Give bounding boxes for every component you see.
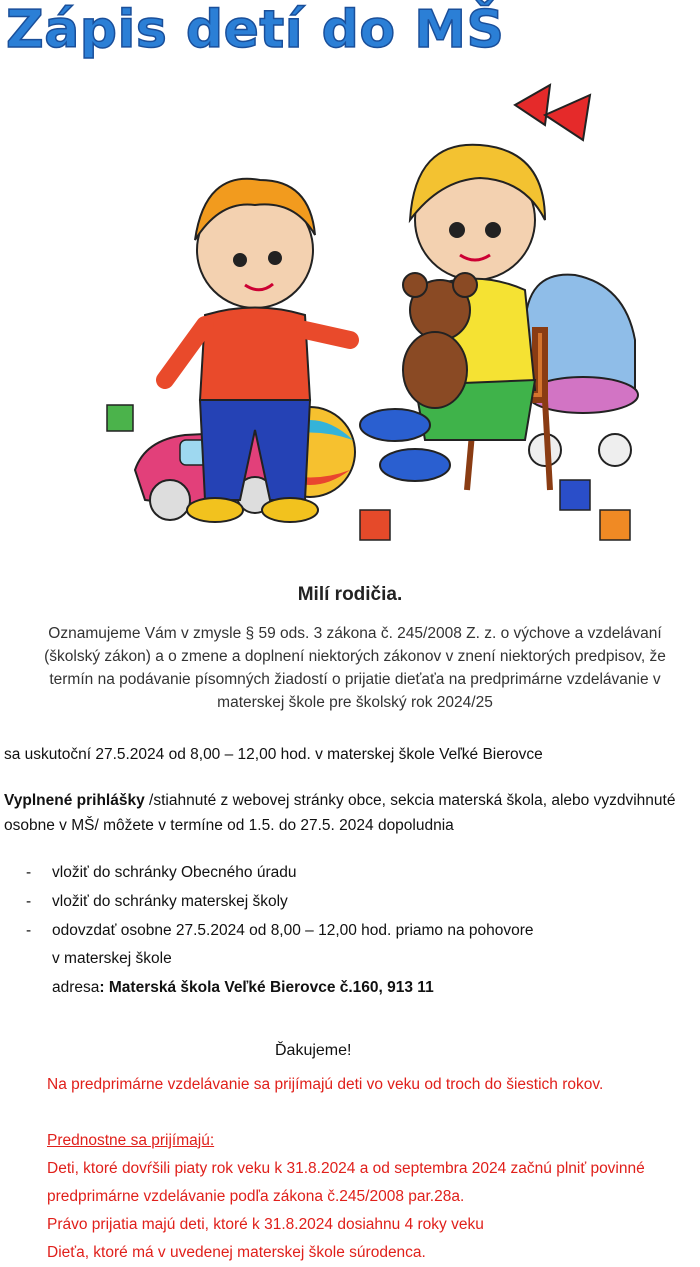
notice-item-2: Právo prijatia majú deti, ktoré k 31.8.2024 dosiahnu 4 roky veku xyxy=(47,1216,484,1233)
applications-rest: /stiahnuté z webovej stránky obce, sekcia materská škola, alebo vyzdvihnuté osobne v MŠ/ môžete v termíne od 1.5. do 27.5. 2024 dopoludnia xyxy=(4,792,676,834)
option-label: vložiť do schránky materskej školy xyxy=(52,893,288,910)
address-value: : Materská škola Veľké Bierovce č.160, 913 11 xyxy=(99,979,434,996)
greeting: Milí rodičia. xyxy=(297,584,403,605)
block-icon xyxy=(560,480,590,510)
block-icon xyxy=(360,510,390,540)
option-continuation: v materskej škole xyxy=(52,950,172,967)
schedule-text: sa uskutoční 27.5.2024 od 8,00 – 12,00 hod. v materskej škole Veľké Bierovce xyxy=(4,746,543,763)
option-label: odovzdať osobne 27.5.2024 od 8,00 – 12,00 hod. priamo na pohovore xyxy=(52,922,534,939)
notice-age-text: Na predprimárne vzdelávanie sa prijímajú deti vo veku od troch do šiestich rokov. xyxy=(47,1076,604,1093)
list-bullet: - xyxy=(26,893,32,910)
thanks-text: Ďakujeme! xyxy=(275,1042,352,1059)
address-line xyxy=(52,973,434,1002)
notice-priority-heading: Prednostne sa prijímajú: xyxy=(47,1132,215,1149)
list-item xyxy=(22,858,534,887)
option-label: vložiť do schránky Obecného úradu xyxy=(52,864,297,881)
announcement-text: Oznamujeme Vám v zmysle § 59 ods. 3 zákona č. 245/2008 Z. z. o výchove a vzdelávaní (školský zákon) a o zmene a doplnení niektorých zákonov v znení niektorých predpisov, že termín na podávanie písomných žiadostí o prijatie dieťaťa na predprimárne vzdelávanie v materskej škole pre školský rok 2024/25 xyxy=(44,625,666,711)
submission-options-list xyxy=(22,858,534,945)
list-item xyxy=(22,916,534,945)
notice-item-1: Deti, ktoré dovŕšili piaty rok veku k 31.8.2024 a od septembra 2024 začnú plniť povinné predprimárne vzdelávanie podľa zákona č.245/2008 par.28a. xyxy=(47,1160,645,1205)
list-bullet: - xyxy=(26,922,32,939)
list-item xyxy=(22,887,534,916)
list-bullet: - xyxy=(26,864,32,881)
address-label: adresa xyxy=(52,979,100,996)
page-title: Zápis detí do MŠ xyxy=(6,0,505,60)
applications-bold: Vyplnené prihlášky xyxy=(4,792,145,809)
notice-item-3: Dieťa, ktoré má v uvedenej materskej škole súrodenca. xyxy=(47,1244,426,1261)
block-icon xyxy=(600,510,630,540)
children-illustration xyxy=(95,70,640,560)
applications-text xyxy=(4,788,694,838)
block-icon xyxy=(107,405,133,431)
